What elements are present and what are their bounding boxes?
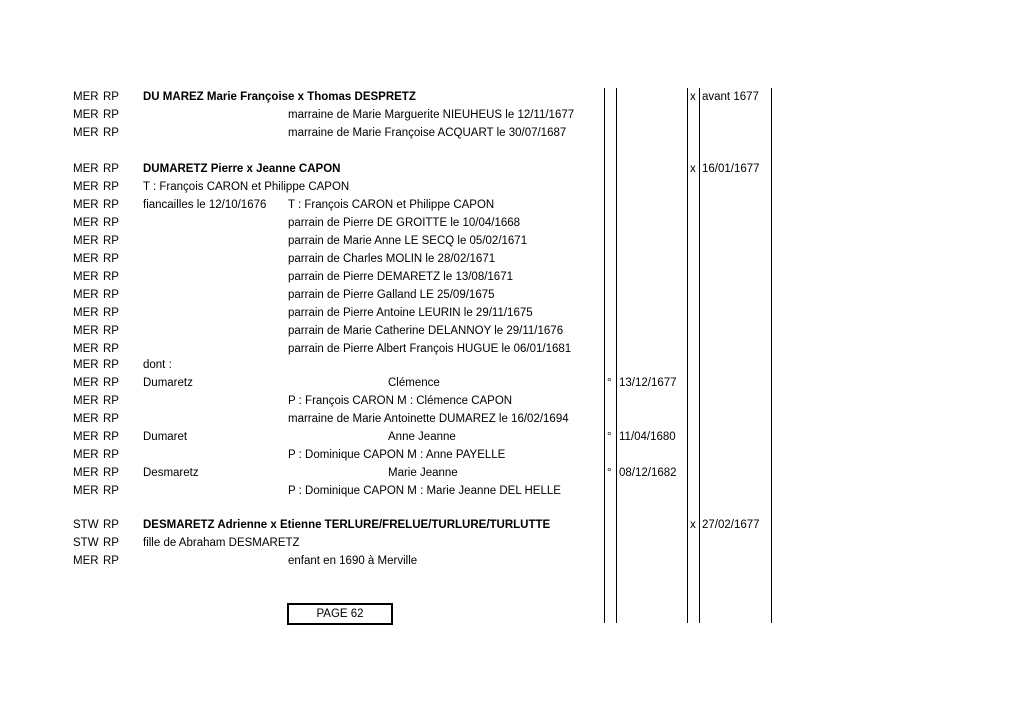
cell-type: RP [103,217,119,229]
cell-type: RP [103,127,119,139]
cell-name: dont : [143,359,172,371]
cell-type: RP [103,467,119,479]
cell-src: MER [73,359,99,371]
cell-type: RP [103,307,119,319]
cell-mmark: x [690,163,696,175]
cell-src: MER [73,109,99,121]
cell-detail: parrain de Marie Catherine DELANNOY le 29/11/1676 [288,325,564,337]
cell-type: RP [103,181,119,193]
table-row [0,552,1024,570]
cell-detail: P : François CARON M : Clémence CAPON [288,395,513,407]
cell-detail: marraine de Marie Marguerite NIEUHEUS le 12/11/1677 [288,109,575,121]
cell-type: RP [103,109,119,121]
cell-type: RP [103,343,119,355]
table-row [0,446,1024,464]
cell-type: RP [103,271,119,283]
cell-src: MER [73,467,99,479]
cell-src: MER [73,235,99,247]
cell-src: STW [73,519,99,531]
cell-detail: parrain de Pierre DE GROITTE le 10/04/1668 [288,217,521,229]
cell-detail: parrain de Charles MOLIN le 28/02/1671 [288,253,496,265]
cell-type: RP [103,289,119,301]
table-row [0,392,1024,410]
cell-src: MER [73,199,99,211]
cell-given: Anne Jeanne [388,431,456,443]
cell-type: RP [103,325,119,337]
cell-mdate: avant 1677 [702,91,759,103]
cell-name: Dumaretz [143,377,193,389]
table-row [0,196,1024,214]
cell-src: MER [73,413,99,425]
cell-bmark: ° [607,431,612,443]
cell-bmark: ° [607,377,612,389]
cell-given: Marie Jeanne [388,467,458,479]
table-row [0,178,1024,196]
table-row [0,106,1024,124]
cell-bmark: ° [607,467,612,479]
table-row [0,214,1024,232]
cell-detail: marraine de Marie Antoinette DUMAREZ le 16/02/1694 [288,413,569,425]
cell-type: RP [103,163,119,175]
cell-type: RP [103,485,119,497]
table-row [0,410,1024,428]
cell-detail: P : Dominique CAPON M : Anne PAYELLE [288,449,506,461]
table-row [0,304,1024,322]
cell-src: MER [73,127,99,139]
cell-name: DU MAREZ Marie Françoise x Thomas DESPRETZ [143,91,416,103]
cell-type: RP [103,555,119,567]
cell-name: fiancailles le 12/10/1676 [143,199,267,211]
cell-src: MER [73,377,99,389]
cell-src: MER [73,91,99,103]
cell-type: RP [103,449,119,461]
cell-mdate: 27/02/1677 [702,519,760,531]
cell-src: MER [73,163,99,175]
cell-detail: P : Dominique CAPON M : Marie Jeanne DEL HELLE [288,485,561,497]
table-row [0,124,1024,142]
cell-src: MER [73,217,99,229]
cell-type: RP [103,253,119,265]
cell-src: MER [73,431,99,443]
cell-name: DESMARETZ Adrienne x Etienne TERLURE/FRELUE/TURLURE/TURLUTTE [143,519,551,531]
cell-type: RP [103,519,119,531]
table-row [0,374,1024,392]
cell-type: RP [103,359,119,371]
table-row [0,464,1024,482]
table-row [0,160,1024,178]
table-row [0,428,1024,446]
cell-src: MER [73,289,99,301]
cell-detail: parrain de Pierre Galland LE 25/09/1675 [288,289,495,301]
cell-src: MER [73,555,99,567]
table-row [0,356,1024,374]
cell-name: Dumaret [143,431,188,443]
cell-mdate: 16/01/1677 [702,163,760,175]
table-row [0,286,1024,304]
cell-src: MER [73,343,99,355]
cell-bdate: 11/04/1680 [619,431,676,443]
cell-detail: parrain de Pierre Albert François HUGUE le 06/01/1681 [288,343,572,355]
table-row [0,534,1024,552]
cell-bdate: 13/12/1677 [619,377,677,389]
cell-mmark: x [690,519,696,531]
cell-name: Desmaretz [143,467,199,479]
table-row [0,250,1024,268]
cell-detail: enfant en 1690 à Merville [288,555,418,567]
cell-src: MER [73,485,99,497]
cell-src: MER [73,181,99,193]
cell-name: DUMARETZ Pierre x Jeanne CAPON [143,163,341,175]
cell-type: RP [103,377,119,389]
cell-type: RP [103,199,119,211]
cell-detail: parrain de Pierre DEMARETZ le 13/08/1671 [288,271,513,283]
cell-detail: parrain de Marie Anne LE SECQ le 05/02/1671 [288,235,528,247]
cell-src: MER [73,271,99,283]
table-row [0,88,1024,106]
cell-detail: marraine de Marie Françoise ACQUART le 30/07/1687 [288,127,567,139]
table-row [0,268,1024,286]
cell-type: RP [103,235,119,247]
cell-src: MER [73,253,99,265]
table-row [0,516,1024,534]
page-number-box: PAGE 62 [287,603,393,625]
cell-src: MER [73,325,99,337]
cell-given: Clémence [388,377,440,389]
cell-src: MER [73,449,99,461]
cell-src: MER [73,395,99,407]
cell-bdate: 08/12/1682 [619,467,677,479]
cell-type: RP [103,413,119,425]
cell-src: MER [73,307,99,319]
table-row [0,322,1024,340]
cell-detail: parrain de Pierre Antoine LEURIN le 29/11/1675 [288,307,533,319]
cell-name: T : François CARON et Philippe CAPON [143,181,350,193]
cell-src: STW [73,537,99,549]
cell-name: fille de Abraham DESMARETZ [143,537,300,549]
cell-type: RP [103,395,119,407]
cell-type: RP [103,431,119,443]
cell-type: RP [103,91,119,103]
cell-mmark: x [690,91,696,103]
table-row [0,482,1024,500]
table-row [0,232,1024,250]
cell-detail: T : François CARON et Philippe CAPON [288,199,495,211]
cell-type: RP [103,537,119,549]
